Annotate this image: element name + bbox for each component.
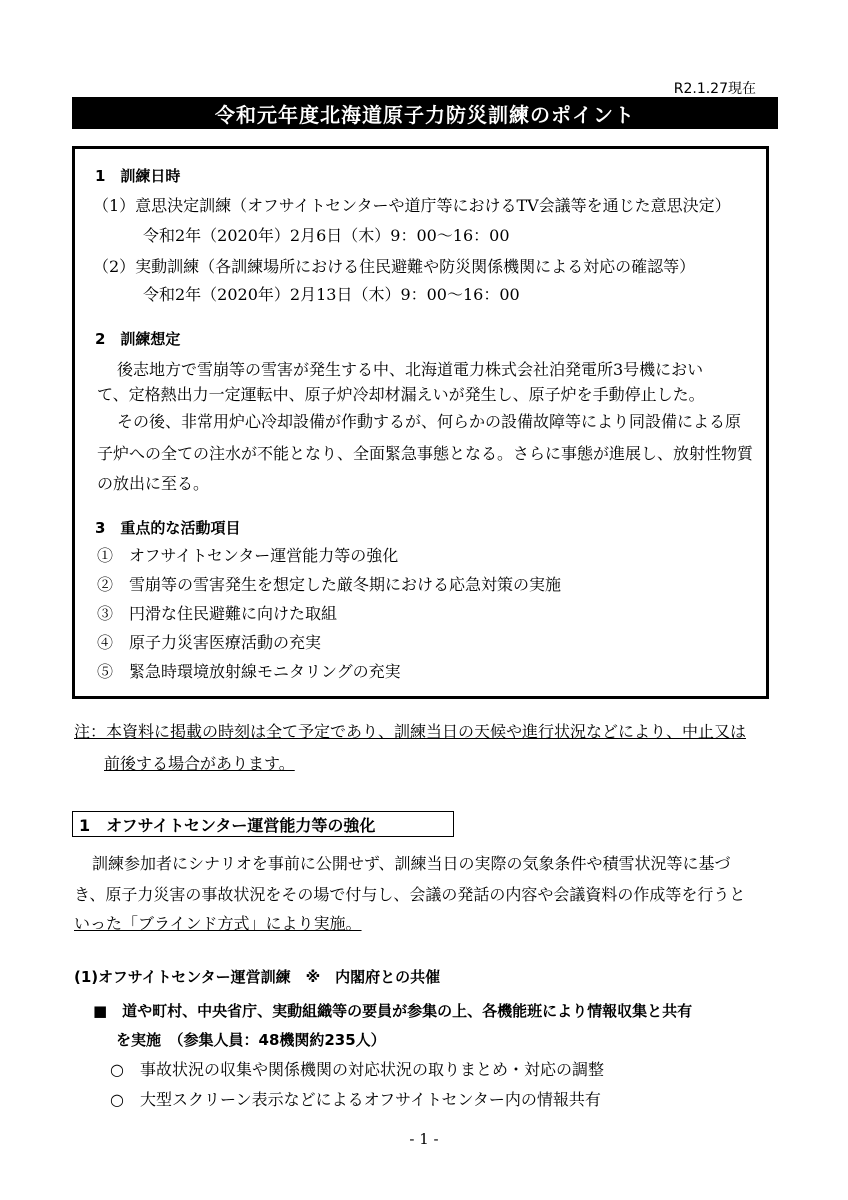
section-paragraph: 訓練参加者にシナリオを事前に公開せず、訓練当日の実際の気象条件や積雪状況等に基づ [92,854,731,873]
section-heading-scenario: 2 訓練想定 [95,330,181,348]
bullet-text: を実施 （参集人員：48機関約235人） [116,1031,386,1049]
date-stamp: R2.1.27現在 [673,81,756,97]
scenario-text: 後志地方で雪崩等の雪害が発生する中、北海道電力株式会社泊発電所3号機におい [117,360,704,379]
activity-item: ② 雪崩等の雪害発生を想定した厳冬期における応急対策の実施 [97,575,562,594]
activity-item: ① オフサイトセンター運営能力等の強化 [97,546,399,565]
section-paragraph: いった「ブラインド方式」により実施。 [74,914,362,933]
schedule-item-1: （1）意思決定訓練（オフサイトセンターや道庁等におけるTV会議等を通じた意思決定） [93,196,731,215]
activity-item: ⑤ 緊急時環境放射線モニタリングの充実 [97,662,401,681]
schedule-item-2: （2）実動訓練（各訓練場所における住民避難や防災関係機関による対応の確認等） [93,257,696,276]
scenario-text: その後、非常用炉心冷却設備が作動するが、何らかの設備故障等により同設備による原 [117,412,742,431]
section-paragraph: き、原子力災害の事故状況をその場で付与し、会議の発話の内容や会議資料の作成等を行うと [74,885,746,904]
page-number: - 1 - [409,1130,439,1148]
subsection-heading: (1)オフサイトセンター運営訓練 ※ 内閣府との共催 [74,968,441,986]
note-text: 注：本資料に掲載の時刻は全て予定であり、訓練当日の天候や進行状況などにより、中止又は [74,722,747,741]
document-title: 令和元年度北海道原子力防災訓練のポイント [72,97,778,129]
bullet-text: ■ 道や町村、中央省庁、実動組織等の要員が参集の上、各機能班により情報収集と共有 [93,1002,693,1020]
schedule-item-1-date: 令和2年（2020年）2月6日（木）9：00～16：00 [143,226,510,245]
activity-item: ③ 円滑な住民避難に向けた取組 [97,604,338,623]
section-heading-activities: 3 重点的な活動項目 [95,519,241,537]
circle-item: ○ 事故状況の収集や関係機関の対応状況の取りまとめ・対応の調整 [110,1060,604,1079]
section-title: 1 オフサイトセンター運営能力等の強化 [72,811,454,837]
scenario-text: の放出に至る。 [97,474,210,493]
scenario-text: 子炉への全ての注水が不能となり、全面緊急事態となる。さらに事態が進展し、放射性物質 [97,444,754,463]
circle-item: ○ 大型スクリーン表示などによるオフサイトセンター内の情報共有 [110,1090,601,1109]
schedule-item-2-date: 令和2年（2020年）2月13日（木）9：00～16：00 [143,285,520,304]
activity-item: ④ 原子力災害医療活動の充実 [97,633,322,652]
scenario-text: て、定格熱出力一定運転中、原子炉冷却材漏えいが発生し、原子炉を手動停止した。 [97,385,705,404]
section-heading-schedule: 1 訓練日時 [95,167,181,185]
note-text: 前後する場合があります。 [104,754,295,773]
